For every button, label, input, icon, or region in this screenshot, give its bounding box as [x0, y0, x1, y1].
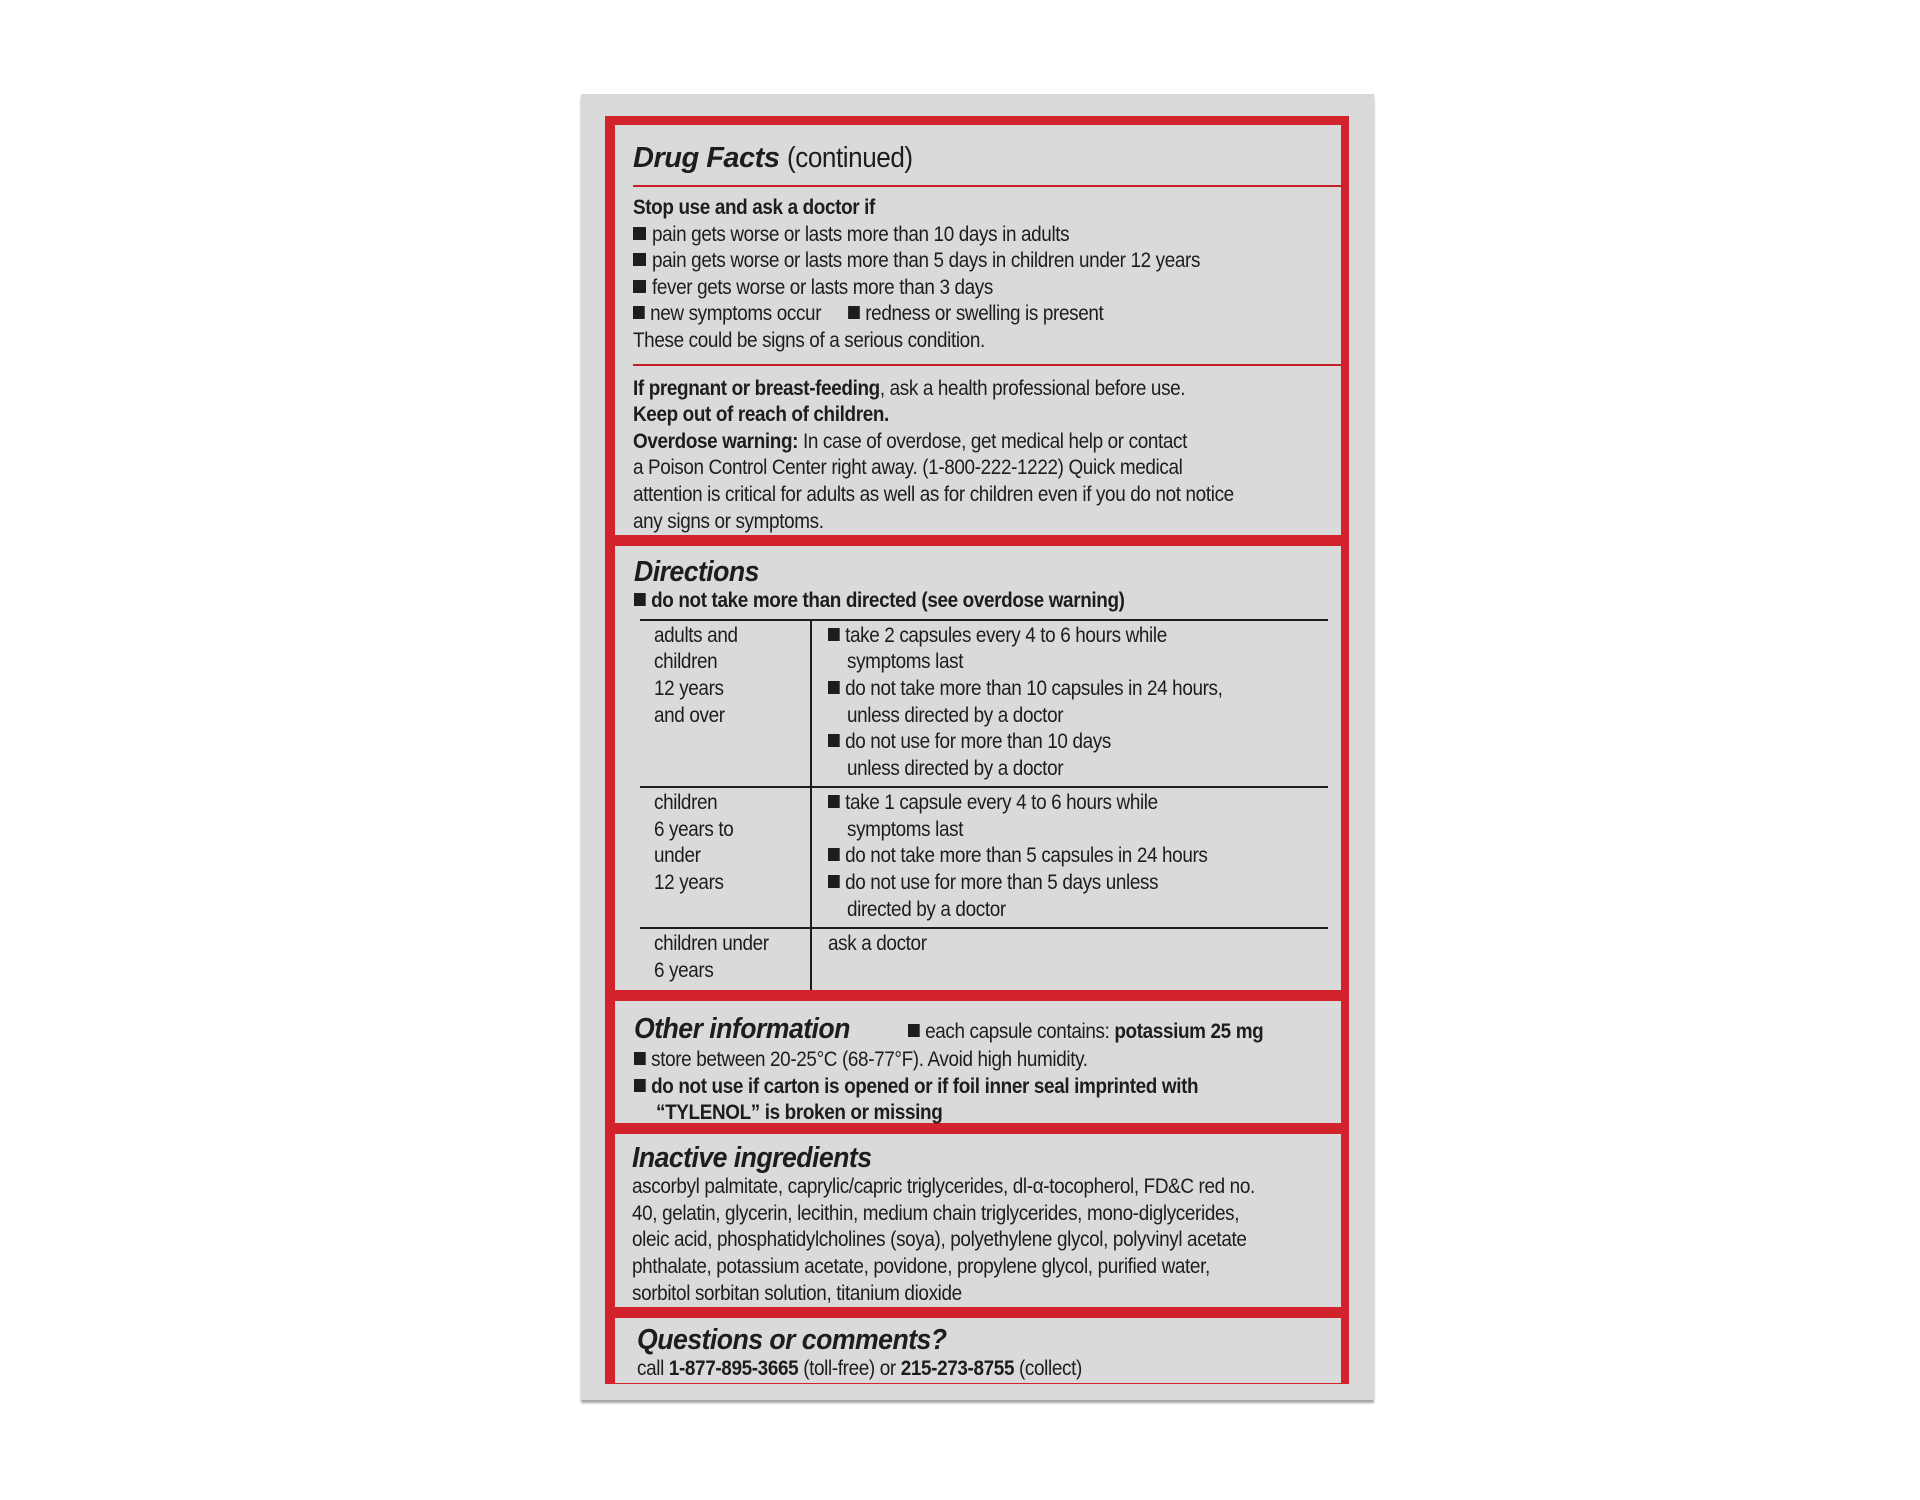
keep-out-warning: Keep out of reach of children. [633, 403, 889, 427]
collect-number: 215-273-8755 [900, 1357, 1015, 1381]
dosage-item-continued: directed by a doctor [847, 897, 1006, 921]
other-info-header-line [634, 1013, 1329, 1047]
dosage-item: do not take more than 10 capsules in 24 hours, [828, 676, 1328, 703]
bullet-icon [828, 681, 840, 694]
age-group-cell: children under 6 years [640, 928, 811, 990]
seal-warning: do not use if carton is opened or if foil inner seal imprinted with [634, 1074, 1329, 1101]
stop-use-item: pain gets worse or lasts more than 10 days in adults [633, 222, 1329, 249]
bullet-icon [634, 593, 646, 606]
age-group-cell: children 6 years to under 12 years [640, 787, 811, 928]
bullet-icon [634, 1052, 646, 1065]
stop-use-heading: Stop use and ask a doctor if [633, 196, 875, 219]
questions-panel [615, 1318, 1341, 1383]
questions-heading: Questions or comments? [637, 1324, 947, 1357]
dosage-item: do not use for more than 10 days [828, 729, 1328, 756]
table-row [640, 620, 1328, 788]
toll-free-number: 1-877-895-3665 [668, 1357, 799, 1381]
title-bold: Drug Facts [633, 142, 780, 174]
storage-info: store between 20-25°C (68-77°F). Avoid high humidity. [634, 1047, 1329, 1074]
title-divider [633, 185, 1347, 187]
bullet-icon [848, 306, 860, 319]
bullet-icon [828, 628, 840, 641]
other-info-heading: Other information [634, 1013, 850, 1046]
directions-panel [615, 546, 1341, 990]
bullet-icon [828, 795, 840, 808]
overdose-warning-line: attention is critical for adults as well as for children even if you do not notice [633, 482, 1234, 506]
stop-use-item: pain gets worse or lasts more than 5 days in children under 12 years [633, 248, 1329, 275]
stop-use-item-inline: new symptoms occur redness or swelling is present [633, 301, 1329, 328]
pregnant-warning: If pregnant or breast-feeding, ask a health professional before use. [633, 376, 1186, 400]
bullet-icon [633, 227, 646, 240]
bullet-icon [634, 1079, 646, 1092]
inactive-heading: Inactive ingredients [632, 1142, 872, 1175]
ingredients-line: ascorbyl palmitate, caprylic/capric triglycerides, dl-α-tocopherol, FD&C red no. [632, 1175, 1255, 1199]
stop-use-item: fever gets worse or lasts more than 3 days [633, 275, 1329, 302]
overdose-warning-line: any signs or symptoms. [633, 509, 824, 533]
bullet-icon [633, 253, 646, 266]
seal-warning-line: “TYLENOL” is broken or missing [656, 1101, 943, 1125]
bullet-icon [633, 306, 645, 319]
dosage-item: do not use for more than 5 days unless [828, 870, 1328, 897]
dosage-cell [811, 928, 1328, 990]
directions-general: do not take more than directed (see overdose warning) [634, 588, 1329, 615]
dosage-item-continued: unless directed by a doctor [847, 756, 1064, 780]
dosage-item: take 1 capsule every 4 to 6 hours while [828, 790, 1328, 817]
drug-facts-title [633, 141, 1329, 175]
table-row [640, 787, 1328, 928]
bullet-icon [828, 734, 840, 747]
stop-use-note: These could be signs of a serious condition. [633, 328, 985, 352]
bullet-icon [828, 848, 840, 861]
dosage-item-continued: symptoms last [847, 650, 964, 674]
ingredients-line: oleic acid, phosphatidylcholines (soya), polyethylene glycol, polyvinyl acetate [632, 1228, 1247, 1252]
age-group-cell: adults and children 12 years and over [640, 620, 811, 788]
overdose-warning: Overdose warning: In case of overdose, get medical help or contact [633, 429, 1188, 453]
ingredients-line: phthalate, potassium acetate, povidone, propylene glycol, purified water, [632, 1254, 1210, 1278]
other-information-panel [615, 1001, 1341, 1123]
dosage-item: take 2 capsules every 4 to 6 hours while [828, 623, 1328, 650]
dosage-cell [811, 787, 1328, 928]
inactive-ingredients-panel [615, 1134, 1341, 1307]
dosage-item: do not take more than 5 capsules in 24 hours [828, 843, 1328, 870]
contact-line: call 1-877-895-3665 (toll-free) or 215-273-8755 (collect) [637, 1357, 1082, 1381]
bullet-icon [633, 280, 646, 293]
warnings-panel [615, 125, 1341, 535]
dosage-item-continued: symptoms last [847, 817, 964, 841]
drug-facts-label [605, 116, 1349, 1384]
section-divider [633, 364, 1341, 366]
table-row [640, 928, 1328, 990]
bullet-icon [828, 875, 840, 888]
directions-table [640, 619, 1328, 991]
carton-back-panel [581, 94, 1374, 1400]
overdose-warning-line: a Poison Control Center right away. (1-800-222-1222) Quick medical [633, 456, 1183, 480]
dosage-cell [811, 620, 1328, 788]
capsule-contents: each capsule contains: potassium 25 mg [908, 1017, 1263, 1047]
dosage-plain: ask a doctor [828, 932, 927, 956]
title-continued: (continued) [787, 142, 913, 174]
ingredients-line: 40, gelatin, glycerin, lecithin, medium chain triglycerides, mono-diglycerides, [632, 1201, 1240, 1225]
bullet-icon [908, 1024, 920, 1037]
directions-heading: Directions [634, 556, 759, 589]
ingredients-line: sorbitol sorbitan solution, titanium dioxide [632, 1281, 962, 1305]
dosage-item-continued: unless directed by a doctor [847, 703, 1064, 727]
